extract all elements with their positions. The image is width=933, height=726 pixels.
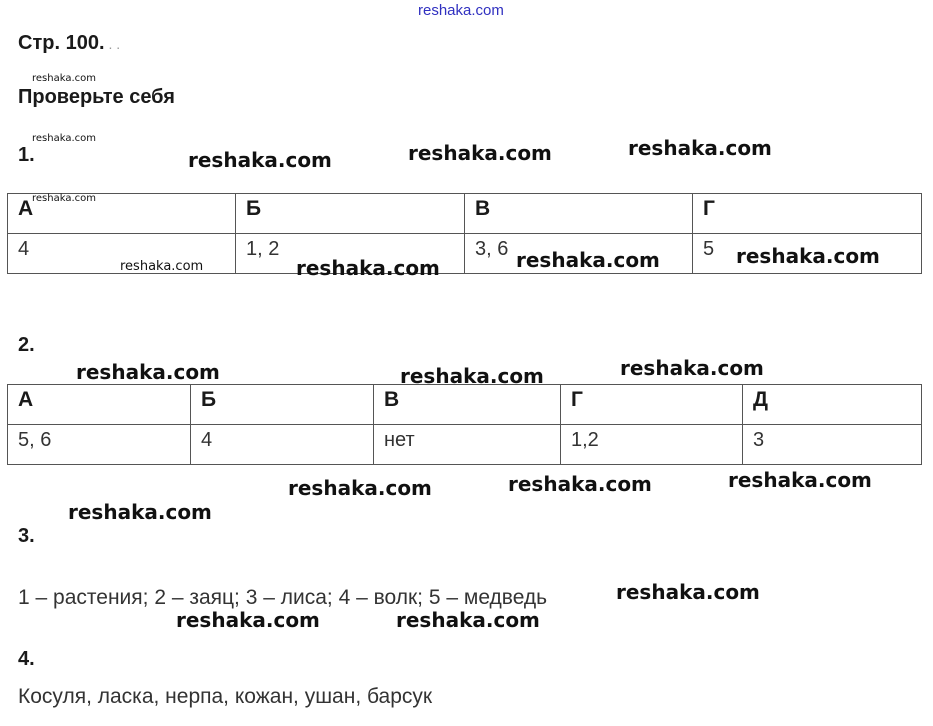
- watermark: reshaka.com: [176, 608, 320, 632]
- table-header-cell: А: [8, 385, 191, 425]
- watermark: reshaka.com: [120, 259, 204, 274]
- watermark: reshaka.com: [508, 472, 652, 496]
- table-cell: нет: [374, 425, 561, 465]
- question-1-number: 1.: [18, 144, 35, 166]
- watermark: reshaka.com: [296, 256, 440, 280]
- table-row: [8, 425, 922, 465]
- site-watermark-top: reshaka.com: [418, 2, 504, 19]
- watermark: reshaka.com: [32, 73, 96, 84]
- section-subtitle: Проверьте себя: [18, 86, 175, 108]
- watermark: reshaka.com: [400, 364, 544, 388]
- question-4-answer: Косуля, ласка, нерпа, кожан, ушан, барсук: [18, 685, 433, 708]
- question-3-number: 3.: [18, 525, 35, 547]
- table-header-row: [8, 194, 922, 234]
- question-3-answer: 1 – растения; 2 – заяц; 3 – лиса; 4 – волк; 5 – медведь: [18, 586, 548, 609]
- watermark: reshaka.com: [188, 148, 332, 172]
- watermark: reshaka.com: [516, 248, 660, 272]
- watermark: reshaka.com: [68, 500, 212, 524]
- watermark: reshaka.com: [288, 476, 432, 500]
- table-header-cell: В: [374, 385, 561, 425]
- watermark: reshaka.com: [628, 136, 772, 160]
- question-4-number: 4.: [18, 648, 35, 670]
- table-header-cell: Г: [561, 385, 743, 425]
- table-cell: 4: [8, 234, 236, 274]
- table-cell: 5: [693, 234, 922, 274]
- watermark: reshaka.com: [396, 608, 540, 632]
- table-header-cell: Д: [743, 385, 922, 425]
- table-cell: 3, 6: [465, 234, 693, 274]
- page-title: Стр. 100. . .: [18, 32, 121, 54]
- table-header-cell: А: [8, 194, 236, 234]
- watermark: reshaka.com: [736, 244, 880, 268]
- watermark: reshaka.com: [728, 468, 872, 492]
- watermark: reshaka.com: [32, 133, 96, 144]
- table-header-cell: Б: [191, 385, 374, 425]
- table-header-row: [8, 385, 922, 425]
- table-header-cell: Г: [693, 194, 922, 234]
- watermark: reshaka.com: [408, 141, 552, 165]
- table-cell: 4: [191, 425, 374, 465]
- watermark: reshaka.com: [620, 356, 764, 380]
- watermark: reshaka.com: [76, 360, 220, 384]
- table-header-cell: Б: [236, 194, 465, 234]
- watermark: reshaka.com: [32, 193, 96, 204]
- question-2-number: 2.: [18, 334, 35, 356]
- table-cell: 3: [743, 425, 922, 465]
- table-cell: 1,2: [561, 425, 743, 465]
- question-2-table: [7, 384, 922, 465]
- watermark: reshaka.com: [616, 580, 760, 604]
- table-cell: 5, 6: [8, 425, 191, 465]
- table-cell: 1, 2: [236, 234, 465, 274]
- table-header-cell: В: [465, 194, 693, 234]
